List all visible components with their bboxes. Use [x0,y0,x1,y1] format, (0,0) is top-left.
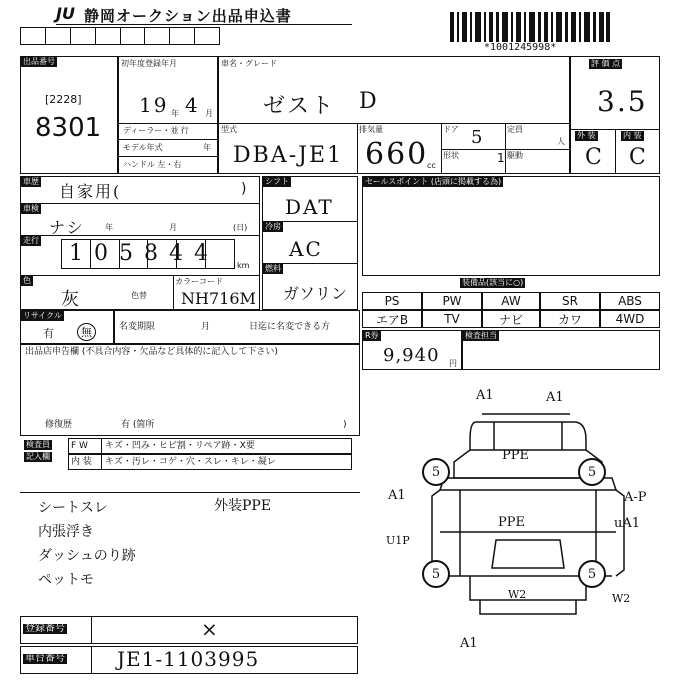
color-code-label: カラーコード [175,277,223,286]
checkers-label-2: 記入欄 [26,452,50,461]
year-unit: 年 [171,109,179,118]
note-4: ダッシュのり跡 [38,548,136,564]
equipment-label: 装備品(該当に○) [462,278,524,287]
plate-value: × [201,617,220,641]
chassis-box [20,646,358,674]
equip-tv: TV [422,310,482,328]
capacity-unit: 人 [557,137,565,146]
recycle-label: リサイクル [23,311,62,320]
int-items: キズ・汚レ・コゲ・穴・スレ・キレ・凝レ [105,457,276,467]
displacement-unit: cc [427,161,436,170]
score-label: 評 価 点 [591,59,621,68]
equip-airbag: エアB [362,310,422,328]
car-name-label: 車名・グレード [221,59,277,68]
damage-ua1-right: uA1 [614,516,641,531]
damage-w2-rear: W2 [508,588,527,601]
registration-box [118,56,218,174]
drive-label: 駆動 [507,151,523,160]
damage-a1-rear: A1 [460,636,478,651]
equip-4wd: 4WD [600,310,660,328]
color-label: 色 [23,276,31,285]
shift-label: シフト [265,177,289,186]
displacement-label: 排気量 [359,125,383,134]
int-label: 内 装 [71,457,92,467]
damage-ap-right: A-P [624,490,647,505]
declaration-label: 出品店申告欄 (不具合内容・欠品など具体的に記入して下さい) [25,347,278,357]
price-box [362,330,462,370]
fw-label: F W [71,441,88,451]
equip-abs: ABS [600,292,660,310]
model-year-unit: 年 [203,143,211,152]
interior-label: 内 装 [623,131,642,140]
transfer-note: 日迄に名変できる方 [249,322,331,332]
int-row [68,454,352,470]
checker-label: 検査担当 [465,331,497,340]
damage-a1-front-left: A1 [476,388,494,403]
transfer-box [114,310,360,344]
lot-number: 8301 [35,113,102,143]
inspection-day: (日) [233,223,248,232]
registration-month: 4 [185,93,200,117]
capacity-label: 定員 [507,125,523,134]
exterior-value: C [585,145,604,170]
usage-value: 自家用( [59,182,122,201]
recycle-box [20,310,114,344]
declaration-box [20,344,360,436]
barcode [450,12,610,42]
note-2: 外装PPE [214,498,272,514]
fw-row [68,438,352,454]
note-3: 内張浮き [38,524,94,540]
price-value: 9,940 [383,345,440,366]
model-label: 型式 [221,125,237,134]
interior-value: C [629,145,648,170]
inspection-month: 月 [169,223,177,232]
aircon-label: 冷房 [265,222,281,231]
model-year-label: モデル年式 [123,143,163,152]
doors: 5 [471,127,485,148]
note-5: ペットモ [38,572,94,588]
repair-label: 修復歴 [45,420,73,430]
tire-front-left: 5 [422,458,450,486]
inspection-label: 車検 [23,204,39,213]
score-value: 3.5 [597,85,648,118]
history-box [20,176,260,310]
car-grade: D [359,89,379,114]
color-sub-label: 色替 [131,291,147,300]
fw-items: キズ・凹み・ヒビ割・リペア跡・X要 [105,441,255,451]
note-1: シートスレ [38,500,108,516]
damage-u1p-left: U1P [386,534,410,547]
displacement: 660 [365,137,429,172]
chassis-label: 車台番号 [25,653,65,664]
fuel-value: ガソリン [283,284,348,303]
checkers-label-1: 検査員 [26,440,50,449]
registration-label: 初年度登録年月 [121,59,177,68]
damage-a1-left: A1 [388,488,406,503]
lot-sub: [2228] [45,93,82,106]
logo: JU [56,4,75,23]
lot-label: 出品番号 [23,57,55,66]
tire-rear-left: 5 [422,560,450,588]
aircon-value: AC [289,237,323,261]
header-rule [56,24,352,25]
equip-navi: ナビ [482,310,540,328]
damage-ppe-hood: PPE [502,448,529,463]
price-label: R券 [365,331,379,340]
transfer-label: 名変期限 [119,322,156,332]
spec-box [262,176,358,310]
plate-box [20,616,358,644]
color-code: NH716M [181,289,256,308]
repair-close: ) [343,420,347,430]
barcode-text: *1001245998* [484,42,557,53]
equip-aw: AW [482,292,540,310]
score-box [570,56,660,174]
transfer-month: 月 [201,322,211,332]
repair-value: 有 (箇所 [121,420,155,430]
shape-value: 1 [497,151,505,165]
recycle-yes: 有 [43,327,54,340]
handle-label: ハンドル 左・右 [123,160,182,169]
checkbox-row [20,27,220,45]
dealer-label: ディーラー・並 行 [123,126,189,135]
color-value: 灰 [61,289,81,310]
car-model: DBA-JE1 [233,143,344,168]
car-name: ゼスト [263,94,336,119]
fuel-label: 燃料 [265,264,281,273]
door-label: ドア [443,125,459,134]
equip-sr: SR [540,292,600,310]
sales-box [362,176,660,276]
chassis-value: JE1-1103995 [117,647,260,671]
sales-label: セールスポイント (店頭に掲載する為) [365,177,502,186]
damage-w2-right: W2 [612,592,631,605]
price-unit: 円 [449,359,457,368]
damage-ppe-roof: PPE [498,515,525,530]
mileage-value: 105844 [69,241,219,266]
equip-leather: カワ [540,310,600,328]
usage-close: ) [241,181,247,197]
car-box [218,56,570,174]
shape-label: 形状 [443,151,459,160]
recycle-no: 無 [77,323,96,341]
inspection-year: 年 [105,223,113,232]
equip-ps: PS [362,292,422,310]
equip-pw: PW [422,292,482,310]
usage-label: 車歴 [23,177,39,186]
tire-rear-right: 5 [578,560,606,588]
inspection-value: ナシ [49,218,85,237]
month-unit: 月 [205,109,213,118]
shift-value: DAT [285,195,334,219]
damage-a1-front-right: A1 [546,390,564,405]
mileage-label: 走行 [23,236,39,245]
mileage-unit: km [237,261,250,270]
checker-box [462,330,660,370]
form-title: 静岡オークション出品申込書 [84,7,292,25]
registration-year: 19 [139,93,169,117]
exterior-label: 外 装 [577,131,596,140]
tire-front-right: 5 [578,458,606,486]
lot-box [20,56,118,174]
plate-label: 登録番号 [25,623,65,634]
